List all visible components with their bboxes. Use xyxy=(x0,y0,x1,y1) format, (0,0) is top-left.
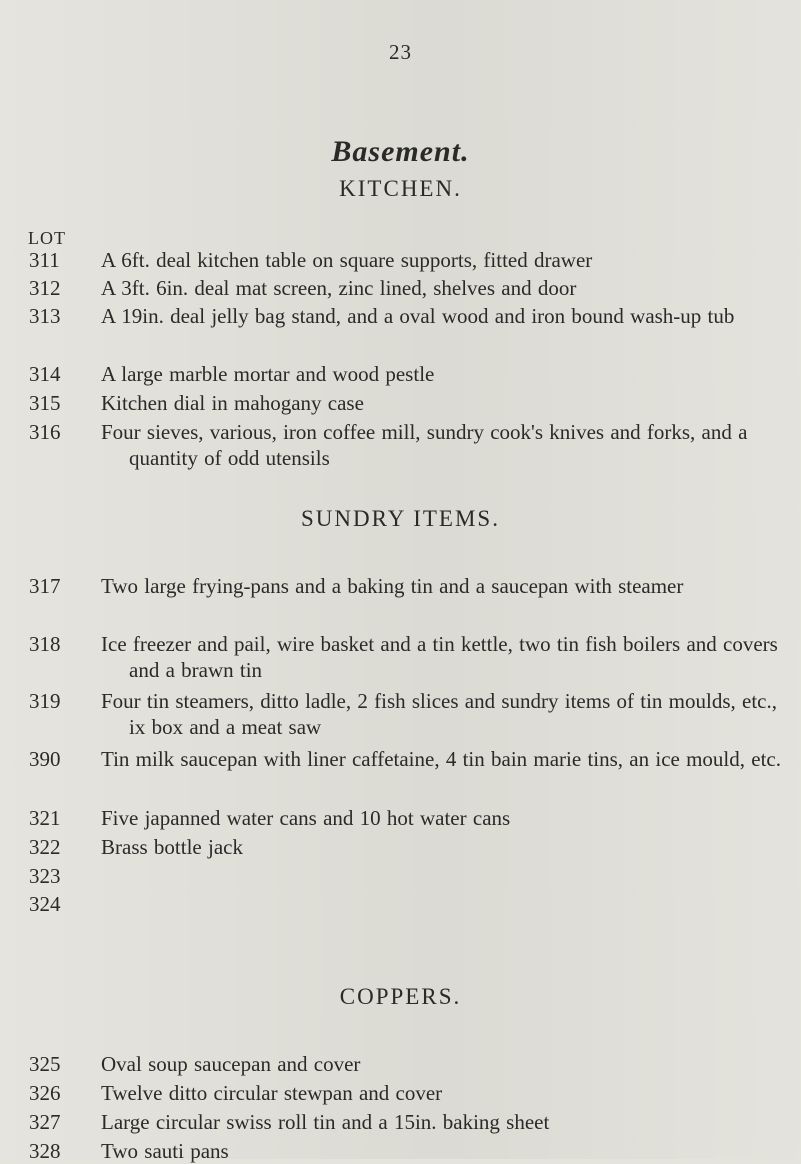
lot-number: 390 xyxy=(29,747,61,771)
lot-number: 312 xyxy=(29,276,61,300)
lot-column-label: LOT xyxy=(28,228,66,248)
lot-description: Four tin steamers, ditto ladle, 2 fish slices and sundry items of tin moulds, etc., ix box and a meat saw xyxy=(101,689,777,739)
lot-description: Two large frying-pans and a baking tin and a saucepan with steamer xyxy=(101,574,684,598)
lot-description: Oval soup saucepan and cover xyxy=(101,1052,361,1076)
running-title: Basement. xyxy=(331,135,470,168)
section-heading-coppers: COPPERS. xyxy=(339,984,462,1009)
lot-number: 327 xyxy=(29,1110,61,1134)
lot-number: 325 xyxy=(29,1052,61,1076)
section-heading-kitchen: KITCHEN. xyxy=(339,176,462,201)
lot-description: Tin milk saucepan with liner caffetaine, 4 tin bain marie tins, an ice mould, etc. xyxy=(101,747,781,771)
lot-number: 317 xyxy=(29,574,61,598)
lot-number: 326 xyxy=(29,1081,61,1105)
lot-description: Ice freezer and pail, wire basket and a tin kettle, two tin fish boilers and covers and a brawn tin xyxy=(101,632,778,682)
lot-number: 324 xyxy=(29,892,61,916)
lot-number: 328 xyxy=(29,1139,61,1163)
section-heading-sundry-items: SUNDRY ITEMS. xyxy=(301,506,500,531)
lot-number: 318 xyxy=(29,632,61,656)
lot-number: 314 xyxy=(29,362,61,386)
lot-description: A 6ft. deal kitchen table on square supports, fitted drawer xyxy=(101,248,593,272)
lot-number: 323 xyxy=(29,864,61,888)
lot-number: 316 xyxy=(29,420,61,444)
lot-description: Twelve ditto circular stewpan and cover xyxy=(101,1081,443,1105)
lot-description: Five japanned water cans and 10 hot water cans xyxy=(101,806,511,830)
lot-number: 322 xyxy=(29,835,61,859)
lot-description: Kitchen dial in mahogany case xyxy=(101,391,364,415)
lot-description: Two sauti pans xyxy=(101,1139,229,1163)
lot-number: 315 xyxy=(29,391,61,415)
lot-number: 321 xyxy=(29,806,61,830)
lot-description: A 19in. deal jelly bag stand, and a oval wood and iron bound wash-up tub xyxy=(101,304,735,328)
lot-number: 319 xyxy=(29,689,61,713)
lot-description: A large marble mortar and wood pestle xyxy=(101,362,435,386)
lot-description: Brass bottle jack xyxy=(101,835,243,859)
lot-description: A 3ft. 6in. deal mat screen, zinc lined, shelves and door xyxy=(101,276,577,300)
lot-number: 313 xyxy=(29,304,61,328)
lot-description: Large circular swiss roll tin and a 15in. baking sheet xyxy=(101,1110,550,1134)
lot-description: Four sieves, various, iron coffee mill, sundry cook's knives and forks, and a quantity of odd utensils xyxy=(101,420,748,470)
lot-number: 311 xyxy=(29,248,60,272)
page-number: 23 xyxy=(389,40,412,64)
